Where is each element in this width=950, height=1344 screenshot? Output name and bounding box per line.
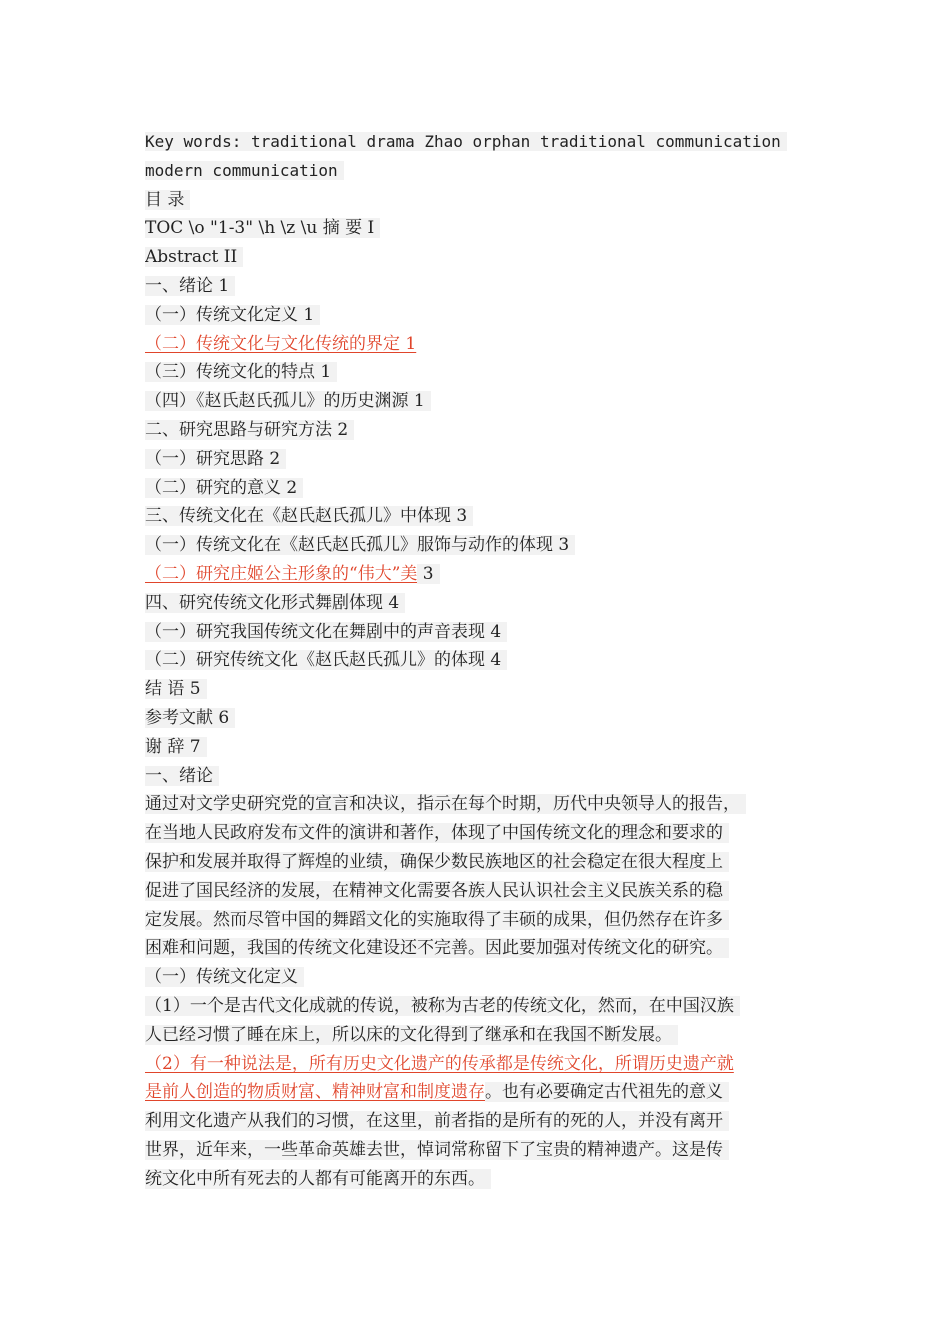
paragraph-line: 定发展。然而尽管中国的舞蹈文化的实施取得了丰硕的成果，但仍然存在许多 — [145, 906, 825, 935]
toc-item[interactable]: （二）研究传统文化《赵氏赵氏孤儿》的体现 4 — [145, 646, 825, 675]
toc-title: 目 录 — [145, 186, 825, 215]
paragraph-line: 人已经习惯了睡在床上，所以床的文化得到了继承和在我国不断发展。 — [145, 1021, 825, 1050]
paragraph-line: 促进了国民经济的发展，在精神文化需要各族人民认识社会主义民族关系的稳 — [145, 877, 825, 906]
paragraph-line-revised: 是前人创造的物质财富、精神财富和制度遗存。也有必要确定古代祖先的意义 — [145, 1078, 825, 1107]
toc-item[interactable]: 三、传统文化在《赵氏赵氏孤儿》中体现 3 — [145, 502, 825, 531]
toc-item-revised[interactable]: （二）研究庄姬公主形象的“伟大”美 3 — [145, 560, 825, 589]
subsection-heading: （一）传统文化定义 — [145, 963, 825, 992]
keywords-line-2: modern communication — [145, 157, 825, 186]
toc-item[interactable]: 结 语 5 — [145, 675, 825, 704]
toc-item-revised[interactable]: （二）传统文化与文化传统的界定 1 — [145, 333, 417, 354]
toc-item[interactable]: （一）研究思路 2 — [145, 445, 825, 474]
toc-item[interactable]: （一）传统文化在《赵氏赵氏孤儿》服饰与动作的体现 3 — [145, 531, 825, 560]
toc-item[interactable]: 谢 辞 7 — [145, 733, 825, 762]
toc-item[interactable]: 一、绪论 1 — [145, 272, 825, 301]
toc-item[interactable]: （三）传统文化的特点 1 — [145, 358, 825, 387]
paragraph-line: 困难和问题，我国的传统文化建设还不完善。因此要加强对传统文化的研究。 — [145, 934, 825, 963]
paragraph-line: 通过对文学史研究党的宣言和决议，指示在每个时期，历代中央领导人的报告， — [145, 790, 825, 819]
paragraph-line: 利用文化遗产从我们的习惯，在这里，前者指的是所有的死的人，并没有离开 — [145, 1107, 825, 1136]
toc-item[interactable]: （一）研究我国传统文化在舞剧中的声音表现 4 — [145, 618, 825, 647]
toc-item[interactable]: （四）《赵氏赵氏孤儿》的历史渊源 1 — [145, 387, 825, 416]
toc-abstract[interactable]: Abstract II — [145, 243, 825, 272]
section-heading: 一、绪论 — [145, 762, 825, 791]
paragraph-line: 世界，近年来，一些革命英雄去世，悼词常称留下了宝贵的精神遗产。这是传 — [145, 1136, 825, 1165]
toc-item[interactable]: 二、研究思路与研究方法 2 — [145, 416, 825, 445]
paragraph-line-revised: （2）有一种说法是，所有历史文化遗产的传承都是传统文化，所谓历史遗产就 — [145, 1053, 734, 1074]
toc-item[interactable]: 四、研究传统文化形式舞剧体现 4 — [145, 589, 825, 618]
toc-field-code: TOC \o "1-3" \h \z \u 摘 要 I — [145, 214, 825, 243]
document-page — [145, 128, 825, 1193]
toc-item[interactable]: 参考文献 6 — [145, 704, 825, 733]
toc-item[interactable]: （二）研究的意义 2 — [145, 474, 825, 503]
paragraph-line: 保护和发展并取得了辉煌的业绩，确保少数民族地区的社会稳定在很大程度上 — [145, 848, 825, 877]
toc-item[interactable]: （一）传统文化定义 1 — [145, 301, 825, 330]
paragraph-line: 统文化中所有死去的人都有可能离开的东西。 — [145, 1165, 825, 1194]
paragraph-line: 在当地人民政府发布文件的演讲和著作，体现了中国传统文化的理念和要求的 — [145, 819, 825, 848]
paragraph-line: （1）一个是古代文化成就的传说，被称为古老的传统文化，然而，在中国汉族 — [145, 992, 825, 1021]
keywords-line-1: Key words: traditional drama Zhao orphan traditional communication — [145, 128, 825, 157]
